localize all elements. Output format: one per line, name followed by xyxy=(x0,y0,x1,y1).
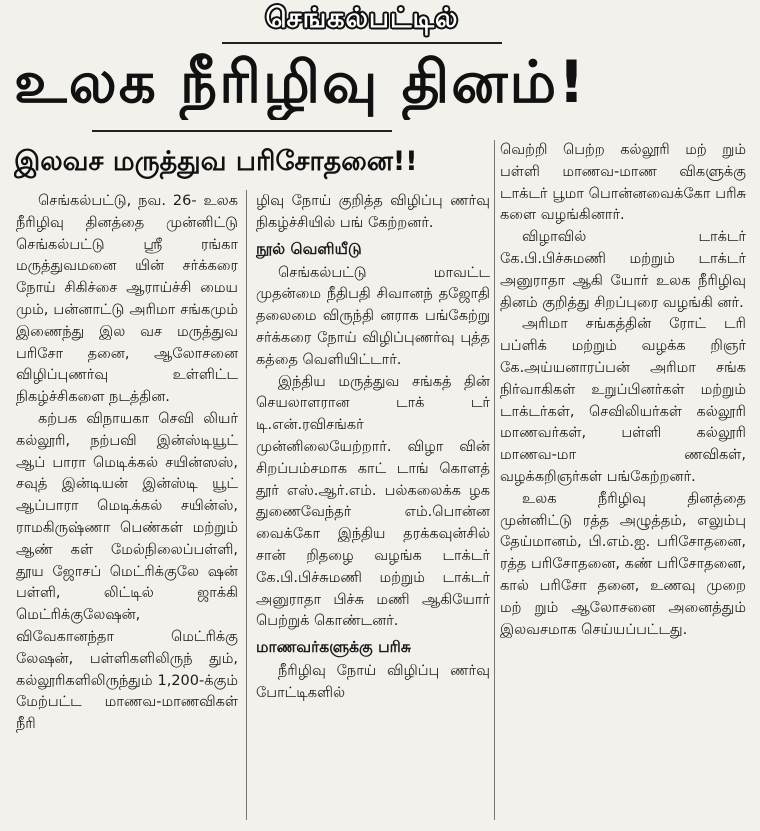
article-paragraph: கற்பக விநாயகா செவி லியர் கல்லூரி, நற்பவி இன்ஸ்டியூட் ஆப் பாரா மெடிக்கல் சயின்ஸஸ், சவுத் இன்டியன் இன்ஸ்டி யூட் ஆப்பாரா மெடிக்கல் சயின்ஸ், ராமகிருஷ்ணா பெண்கள் மற்றும் ஆண் கள் மேல்நிலைப்பள்ளி, தூய ஜோசப் மெட்ரிக்குலே ஷன் பள்ளி, லிட்டில் ஜாக்கி மெட்ரிக்குலேஷன், விவேகானந்தா மெட்ரிக்கு லேஷன், பள்ளிகளிலிருந் தும், கல்லூரிகளிலிருந்தும் 1,200-க்கும் மேற்பட்ட மாணவ-மாணவிகள் நீரி xyxy=(16,410,238,733)
headline-rule xyxy=(92,130,392,132)
article-column-2 xyxy=(256,191,490,821)
column-divider-2 xyxy=(494,140,495,820)
section-heading-book-release: நூல் வெளியீடு xyxy=(256,239,362,258)
headline: உலக நீரிழிவு தினம்! xyxy=(14,48,587,116)
section-heading-student-prizes: மாணவர்களுக்கு பரிசு xyxy=(256,638,411,657)
column-divider-1 xyxy=(246,190,247,820)
subheadline: இலவச மருத்துவ பரிசோதனை!! xyxy=(14,146,418,177)
article-paragraph: செங்கல்பட்டு மாவட்ட முதன்மை நீதிபதி சிவானந் தஜோதி தலைமை விருந்தி னராக பங்கேற்று சர்க்கரை நோய் விழிப்புணர்வு புத்த கத்தை வெளியிட்டார். xyxy=(256,264,490,368)
article-paragraph: செங்கல்பட்டு, நவ. 26- உலக நீரிழிவு தினத்தை முன்னிட்டு செங்கல்பட்டு ஸ்ரீ ரங்கா மருத்துவமனை யின் சர்க்கரை நோய் சிகிச்சை ஆராய்ச்சி மைய மும், பன்னாட்டு அரிமா சங்கமும் இணைந்து இல வச மருத்துவ பரிசோ தனை, ஆலோசனை விழிப்புணர்வு உள்ளிட்ட நிகழ்ச்சிகளை நடத்தின. xyxy=(16,193,238,406)
kicker-title: செங்கல்பட்டில் xyxy=(265,3,459,34)
article-column-1 xyxy=(16,191,238,821)
article-paragraph: ழிவு நோய் குறித்த விழிப்பு ணர்வு நிகழ்ச்சியில் பங் கேற்றனர். xyxy=(256,193,490,231)
article-paragraph: உலக நீரிழிவு தினத்தை முன்னிட்டு ரத்த அழுத்தம், எலும்பு தேய்மானம், பி.எம்.ஐ. பரிசோதனை, ரத்த பரிசோதனை, கண் பரிசோதனை, கால் பரிசோ தனை, உணவு முறை மற் றும் ஆலோசனை அனைத்தும் இலவசமாக செய்யப்பட்டது. xyxy=(500,490,746,638)
article-paragraph: நீரிழிவு நோய் விழிப்பு ணர்வு போட்டிகளில் xyxy=(256,663,490,701)
article-paragraph: வெற்றி பெற்ற கல்லூரி மற் றும் பள்ளி மாணவ-மாண விகளுக்கு டாக்டர் பூமா பொன்னவைக்கோ பரிசு களை வழங்கினார். xyxy=(500,142,746,224)
article-paragraph: அரிமா சங்கத்தின் ரோட் டரி பப்ளிக் மற்றும் வழக்க றிஞர் கே.அய்யனாரப்பன் அரிமா சங்க நிர்வாகிகள் உறுப்பினர்கள் மற்றும் டாக்டர்கள், செவிலியர்கள் கல்லூரி மாணவர்கள், பள்ளி கல்லூரி மாணவ-மா ணவிகள், வழக்கறிஞர்கள் பங்கேற்றனர். xyxy=(500,316,746,485)
article-paragraph: விழாவில் டாக்டர் கே.பி.பிச்சுமணி மற்றும் டாக்டர் அனுராதா ஆகி யோர் உலக நீரிழிவு தினம் குறித்து சிறப்புரை வழங்கி னர். xyxy=(500,229,746,311)
article-column-3 xyxy=(500,140,746,820)
article-paragraph: இந்திய மருத்துவ சங்கத் தின் செயலாளரான டாக் டர் டி.என்.ரவிசங்கர் முன்னிலையேற்றார். விழா வின் சிறப்பம்சமாக காட் டாங் கொளத் தூர் எஸ்.ஆர்.எம். பல்கலைக்க ழக துணைவேந்தர் எம்.பொன்ன வைக்கோ இந்திய தரக்கவுன்சில் சான் றிதழை வழங்க டாக்டர் கே.பி.பிச்சுமணி மற்றும் டாக்டர் அனுராதா பிச்சு மணி ஆகியோர் பெற்றுக் கொண்டனர். xyxy=(256,373,490,630)
